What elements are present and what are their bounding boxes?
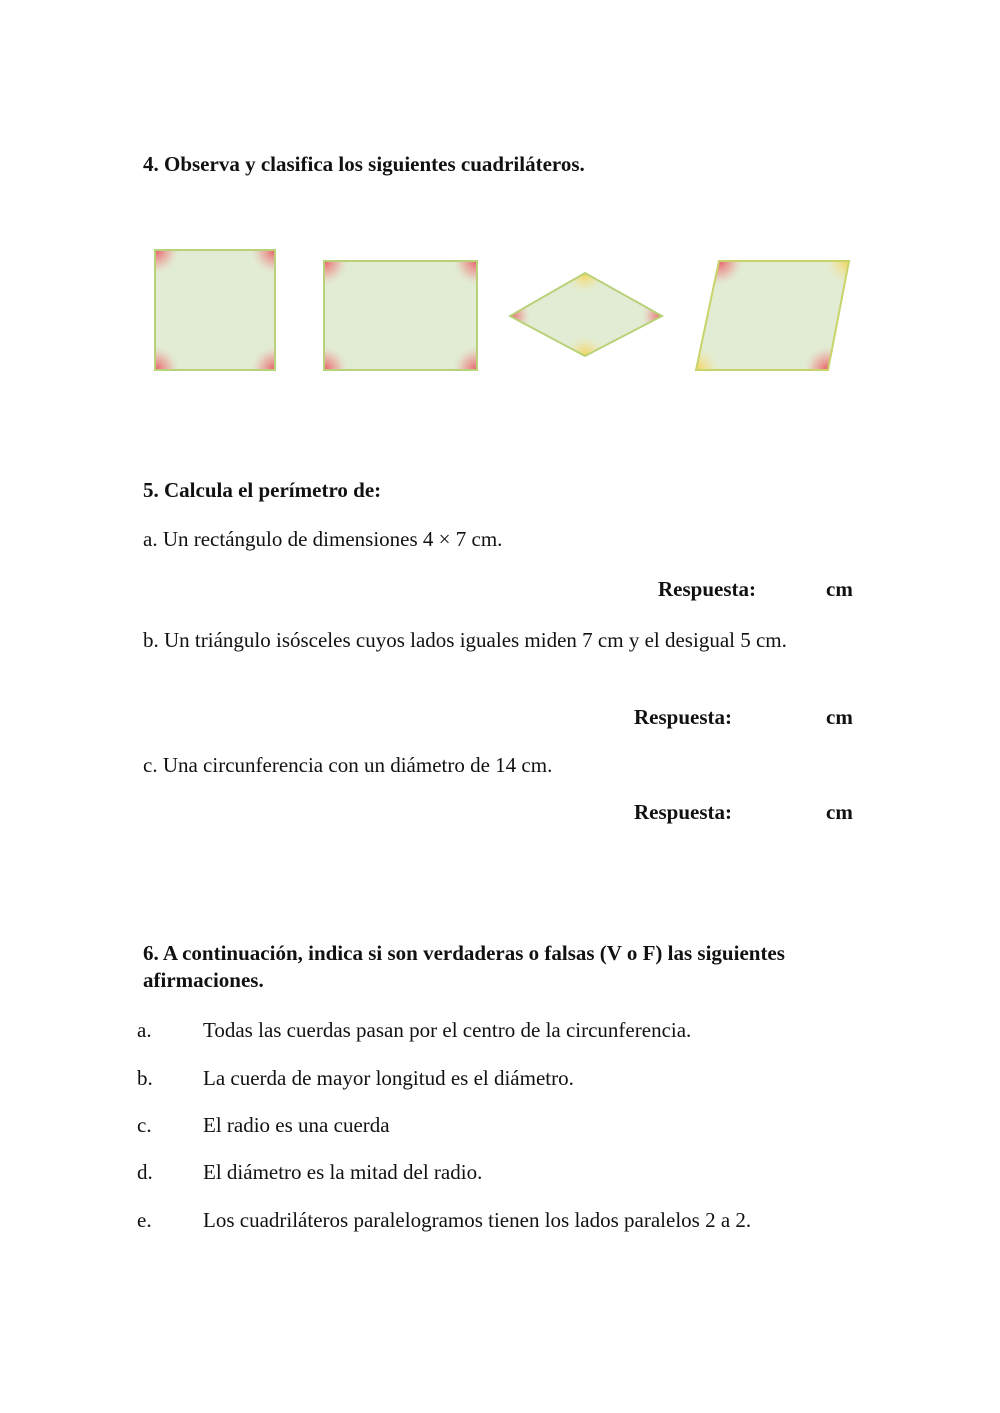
q5-answer-unit-b: cm <box>826 705 853 729</box>
rectangle-shape <box>298 240 503 380</box>
rhombus-shape <box>488 251 684 378</box>
q5-answer-label-a: Respuesta: <box>658 577 756 601</box>
q5-item-b: b. Un triángulo isósceles cuyos lados iguales miden 7 cm y el desigual 5 cm. <box>143 628 787 652</box>
q5-answer-unit-a: cm <box>826 577 853 601</box>
q6-item-b-text: La cuerda de mayor longitud es el diámetro. <box>203 1066 574 1090</box>
q5-item-c: c. Una circunferencia con un diámetro de 14 cm. <box>143 753 553 777</box>
rhomboid-shape <box>670 240 858 380</box>
q6-heading: 6. A continuación, indica si son verdaderas o falsas (V o F) las siguientes afirmaciones. <box>143 941 785 992</box>
quadrilaterals-figure <box>148 240 858 380</box>
square-shape <box>148 240 301 380</box>
q6-item-c-letter: c. <box>137 1113 152 1137</box>
q5-item-a: a. Un rectángulo de dimensiones 4 × 7 cm. <box>143 527 503 551</box>
q5-answer-label-c: Respuesta: <box>634 800 732 824</box>
q4-heading: 4. Observa y clasifica los siguientes cuadriláteros. <box>143 152 585 176</box>
q6-item-d-text: El diámetro es la mitad del radio. <box>203 1160 483 1184</box>
q6-item-a-letter: a. <box>137 1018 152 1042</box>
q6-item-e-letter: e. <box>137 1208 152 1232</box>
q5-answer-unit-c: cm <box>826 800 853 824</box>
q6-item-c-text: El radio es una cuerda <box>203 1113 390 1137</box>
quadrilaterals-svg <box>148 240 858 380</box>
q5-heading: 5. Calcula el perímetro de: <box>143 478 382 502</box>
q6-item-b-letter: b. <box>137 1066 153 1090</box>
q5-answer-label-b: Respuesta: <box>634 705 732 729</box>
q6-item-d-letter: d. <box>137 1160 153 1184</box>
q6-item-a-text: Todas las cuerdas pasan por el centro de la circunferencia. <box>203 1018 692 1042</box>
q6-item-e-text: Los cuadriláteros paralelogramos tienen los lados paralelos 2 a 2. <box>203 1208 752 1232</box>
